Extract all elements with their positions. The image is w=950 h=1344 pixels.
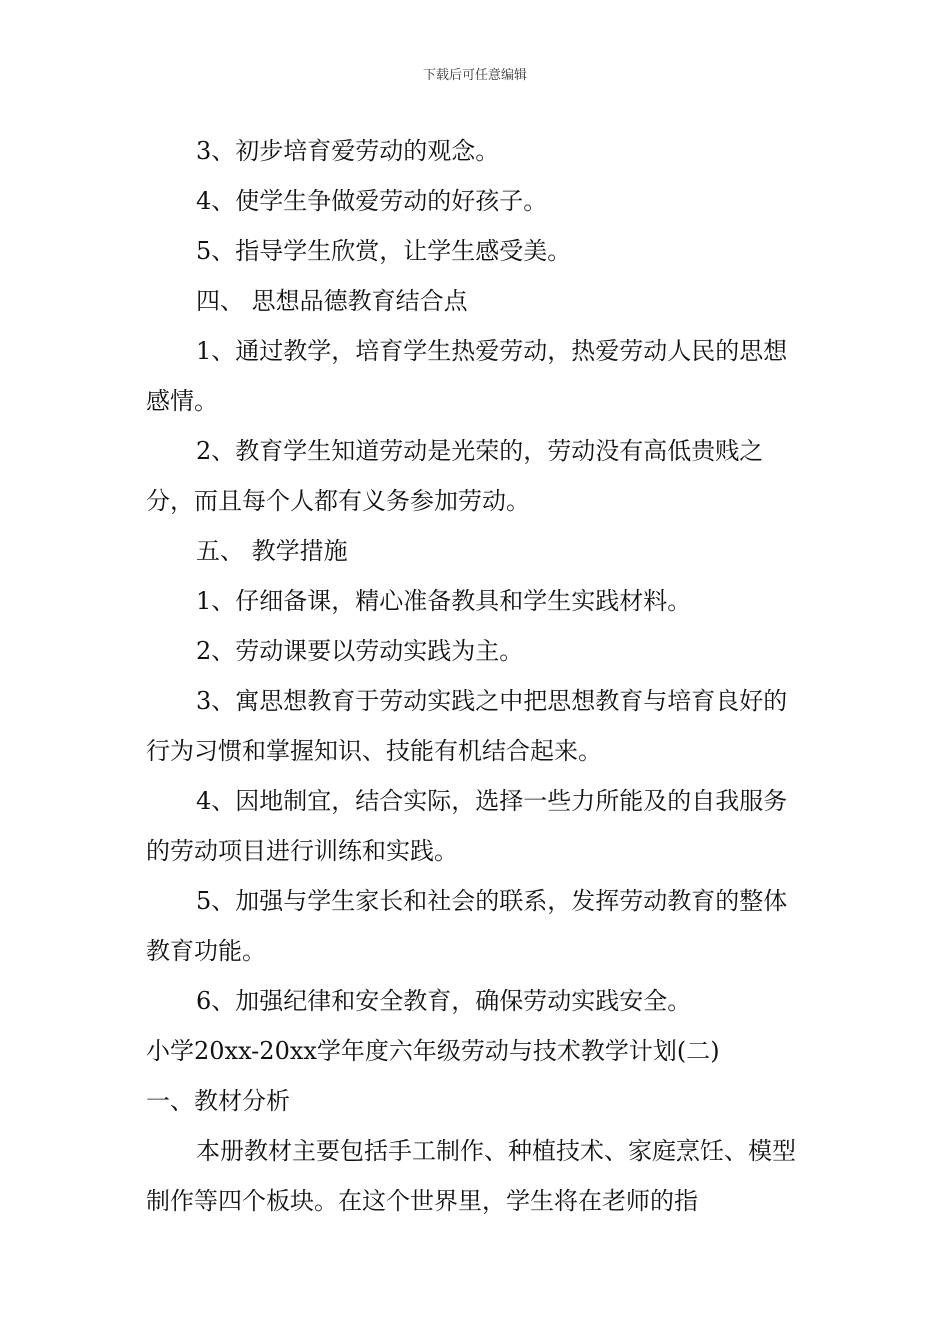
paragraph: 本册教材主要包括手工制作、种植技术、家庭烹饪、模型制作等四个板块。在这个世界里，学生将在老师的指 [146, 1137, 796, 1215]
page-header: 下载后可任意编辑 [422, 68, 527, 83]
paragraph: 1、通过教学，培育学生热爱劳动，热爱劳动人民的思想感情。 [146, 337, 788, 415]
document-body [146, 126, 808, 1226]
paragraph: 2、教育学生知道劳动是光荣的，劳动没有高低贵贱之分，而且每个人都有义务参加劳动。 [146, 437, 764, 515]
paragraph: 5、指导学生欣赏，让学生感受美。 [196, 237, 572, 265]
paragraph: 4、使学生争做爱劳动的好孩子。 [196, 187, 548, 215]
section-heading: 五、 教学措施 [196, 537, 348, 565]
paragraph: 2、劳动课要以劳动实践为主。 [196, 637, 524, 665]
paragraph: 3、初步培育爱劳动的观念。 [196, 137, 500, 165]
paragraph: 5、加强与学生家长和社会的联系，发挥劳动教育的整体教育功能。 [146, 887, 788, 965]
document-title: 小学20xx-20xx学年度六年级劳动与技术教学计划(二) [146, 1037, 720, 1065]
paragraph: 6、加强纪律和安全教育，确保劳动实践安全。 [196, 987, 692, 1015]
paragraph: 3、寓思想教育于劳动实践之中把思想教育与培育良好的行为习惯和掌握知识、技能有机结合起来。 [146, 687, 788, 765]
paragraph: 4、因地制宜，结合实际，选择一些力所能及的自我服务的劳动项目进行训练和实践。 [146, 787, 788, 865]
paragraph: 1、仔细备课，精心准备教具和学生实践材料。 [196, 587, 692, 615]
section-heading: 四、 思想品德教育结合点 [196, 287, 468, 315]
section-heading: 一、教材分析 [146, 1087, 290, 1115]
